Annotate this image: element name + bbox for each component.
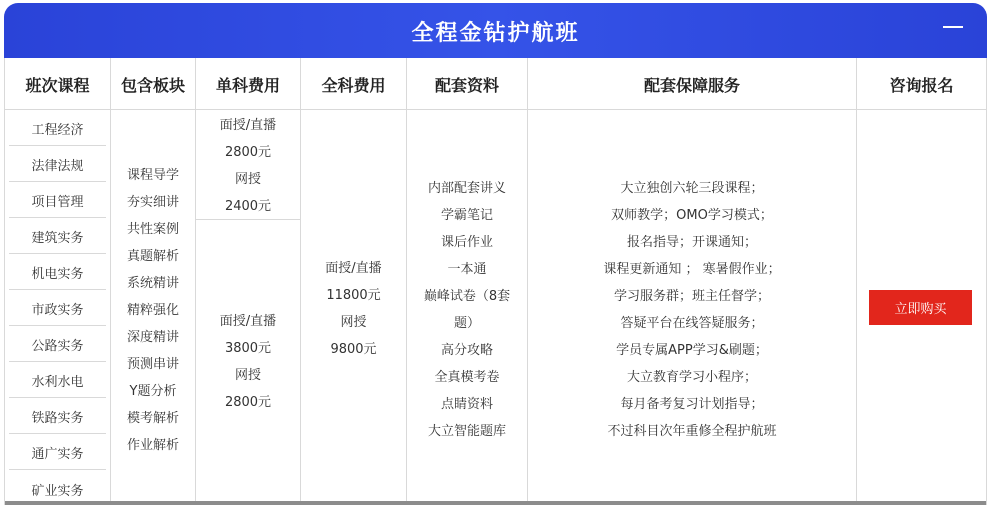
services-column	[528, 110, 857, 505]
course-item[interactable]: 法律法规	[9, 148, 106, 182]
material-item: 一本通	[447, 262, 487, 277]
course-item[interactable]: 市政实务	[9, 292, 106, 326]
service-item: 双师教学；OMO学习模式；	[611, 208, 773, 223]
module-item: 系统精讲	[126, 276, 179, 291]
column-header-full-fee: 全科费用	[301, 58, 407, 110]
signup-column	[857, 110, 986, 505]
materials-column	[407, 110, 528, 505]
module-item: 预测串讲	[126, 357, 179, 372]
fee-price: 3800元	[224, 341, 272, 356]
column-header-materials: 配套资料	[407, 58, 528, 110]
services-list	[528, 175, 856, 445]
column-header-courses: 班次课程	[5, 58, 111, 110]
material-item: 课后作业	[440, 235, 493, 250]
course-item[interactable]: 项目管理	[9, 184, 106, 218]
module-item: 模考解析	[126, 411, 179, 426]
service-item: 学习服务群；班主任督学；	[613, 289, 770, 304]
module-list	[111, 162, 195, 459]
course-item[interactable]: 建筑实务	[9, 220, 106, 254]
column-header-signup: 咨询报名	[889, 75, 954, 95]
module-item: Y题分析	[129, 384, 177, 399]
materials-list	[407, 175, 527, 445]
service-item: 每月备考复习计划指导；	[620, 397, 764, 412]
fee-price: 9800元	[330, 342, 377, 357]
buy-now-button[interactable]: 立即购买	[869, 290, 972, 325]
module-item: 真题解析	[126, 249, 179, 264]
course-list	[5, 110, 111, 505]
fee-mode-label: 网授	[340, 315, 367, 330]
service-item: 大立独创六轮三段课程；	[620, 181, 764, 196]
bottom-scroll-edge	[5, 501, 986, 505]
module-item: 课程导学	[126, 168, 179, 183]
material-item: 全真模考卷	[434, 370, 500, 385]
fee-price: 2800元	[224, 395, 272, 410]
column-header-services: 配套保障服务	[528, 58, 857, 110]
service-item: 答疑平台在线答疑服务；	[620, 316, 764, 331]
module-item: 精粹强化	[126, 303, 179, 318]
course-item[interactable]: 矿业实务	[31, 483, 84, 499]
fee-price: 2400元	[224, 199, 272, 214]
material-item: 点睛资料	[440, 397, 493, 412]
course-item[interactable]: 工程经济	[9, 112, 106, 146]
material-item: 高分攻略	[440, 343, 493, 358]
service-item: 学员专属APP学习&刷题；	[616, 343, 768, 358]
fee-price: 2800元	[224, 145, 272, 160]
fee-price: 11800元	[326, 288, 381, 303]
course-item[interactable]: 水利水电	[9, 364, 106, 398]
fee-mode-label: 面授/直播	[219, 118, 277, 133]
full-fee-column	[301, 110, 407, 505]
fee-divider	[196, 219, 300, 220]
fee-mode-label: 面授/直播	[325, 261, 382, 276]
module-item: 作业解析	[126, 438, 179, 453]
fee-mode-label: 网授	[234, 172, 261, 187]
service-item: 报名指导；开课通知；	[626, 235, 757, 250]
module-item: 深度精讲	[126, 330, 179, 345]
course-item[interactable]: 铁路实务	[9, 400, 106, 434]
course-item[interactable]: 公路实务	[9, 328, 106, 362]
course-item[interactable]: 机电实务	[9, 256, 106, 290]
course-table	[4, 58, 987, 505]
fee-mode-label: 网授	[234, 368, 261, 383]
fee-mode-label: 面授/直播	[219, 314, 277, 329]
material-item: 学霸笔记	[440, 208, 493, 223]
material-item: 内部配套讲义	[427, 181, 506, 196]
table-header	[5, 58, 986, 110]
module-item: 夯实细讲	[126, 195, 179, 210]
header-banner	[4, 3, 987, 58]
material-item: 巅峰试卷（8套题）	[423, 289, 511, 331]
course-item[interactable]: 通广实务	[9, 436, 106, 470]
collapse-icon[interactable]	[943, 20, 963, 34]
module-column	[111, 110, 196, 505]
single-fee-group-2	[196, 308, 300, 416]
header-title: 全程金钻护航班	[411, 21, 580, 46]
column-header-modules: 包含板块	[111, 58, 196, 110]
full-fee-group	[301, 255, 406, 363]
single-fee-group-1	[196, 112, 300, 220]
single-fee-column	[196, 110, 301, 505]
service-item: 大立教育学习小程序；	[626, 370, 757, 385]
material-item: 大立智能题库	[427, 424, 506, 439]
column-header-single-fee: 单科费用	[196, 58, 301, 110]
module-item: 共性案例	[126, 222, 179, 237]
service-item: 不过科目次年重修全程护航班	[607, 424, 777, 439]
service-item: 课程更新通知 ； 寒暑假作业；	[603, 262, 781, 277]
